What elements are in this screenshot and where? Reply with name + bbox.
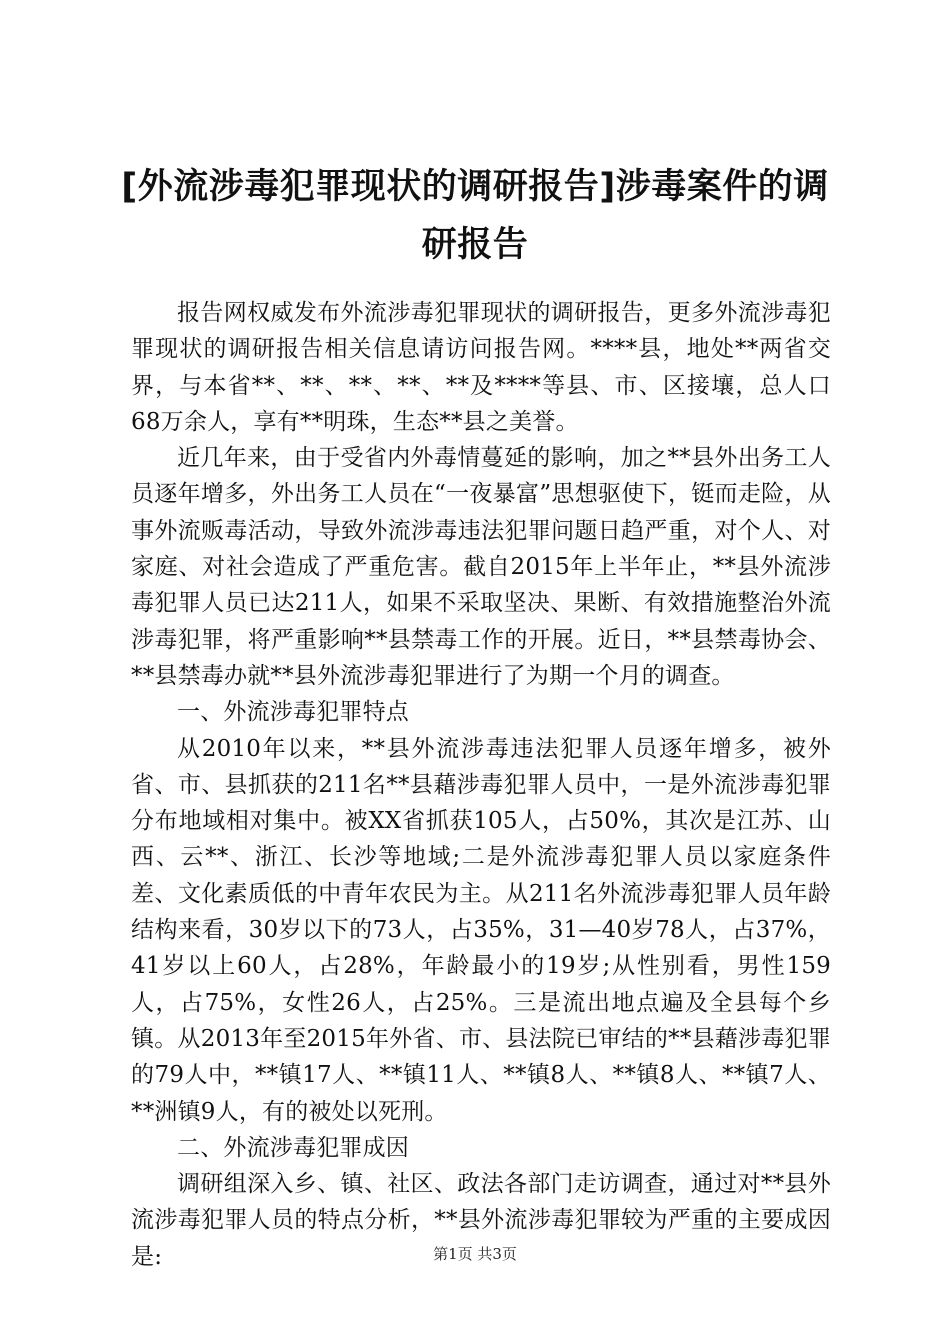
- page-footer: 第1页 共3页: [433, 1245, 517, 1263]
- paragraph-background: 近几年来，由于受省内外毒情蔓延的影响，加之**县外出务工人员逐年增多，外出务工人员在“一夜暴富”思想驱使下，铤而走险，从事外流贩毒活动，导致外流涉毒违法犯罪问题日趋严重，对个人、对家庭、对社会造成了严重危害。截自2015年上半年止，**县外流涉毒犯罪人员已达211人，如果不采取坚决、果断、有效措施整治外流涉毒犯罪，将严重影响**县禁毒工作的开展。近日，**县禁毒协会、**县禁毒办就**县外流涉毒犯罪进行了为期一个月的调查。: [131, 445, 831, 689]
- paragraph-features: 从2010年以来，**县外流涉毒违法犯罪人员逐年增多，被外省、市、县抓获的211名**县藉涉毒犯罪人员中，一是外流涉毒犯罪分布地域相对集中。被XX省抓获105人，占50%，其次是江苏、山西、云**、浙江、长沙等地域;二是外流涉毒犯罪人员以家庭条件差、文化素质低的中青年农民为主。从211名外流涉毒犯罪人员年龄结构来看，30岁以下的73人，占35%，31—40岁78人，占37%，41岁以上60人，占28%，年龄最小的19岁;从性别看，男性159人，占75%，女性26人，占25%。三是流出地点遍及全县每个乡镇。从2013年至2015年外省、市、县法院已审结的**县藉涉毒犯罪的79人中，**镇17人、**镇11人、**镇8人、**镇8人、**镇7人、**洲镇9人，有的被处以死刑。: [131, 735, 831, 1125]
- section-heading-features: 一、外流涉毒犯罪特点: [177, 699, 409, 726]
- section-heading-causes: 二、外流涉毒犯罪成因: [177, 1134, 409, 1161]
- document-title: [外流涉毒犯罪现状的调研报告]涉毒案件的调研报告: [121, 167, 829, 265]
- document-body: [131, 295, 831, 1275]
- paragraph-intro: 报告网权威发布外流涉毒犯罪现状的调研报告，更多外流涉毒犯罪现状的调研报告相关信息请访问报告网。****县，地处**两省交界，与本省**、**、**、**、**及****等县、市、区接壤，总人口68万余人，享有**明珠，生态**县之美誉。: [131, 300, 831, 435]
- paragraph-causes: 调研组深入乡、镇、社区、政法各部门走访调查，通过对**县外流涉毒犯罪人员的特点分析，**县外流涉毒犯罪较为严重的主要成因是:: [131, 1171, 831, 1270]
